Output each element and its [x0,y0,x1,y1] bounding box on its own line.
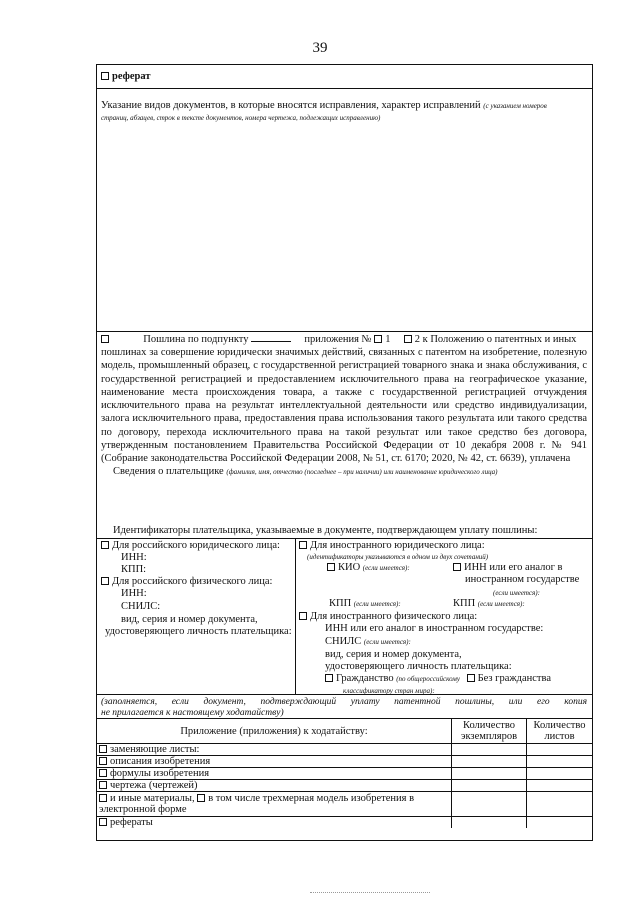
fee-line-1 [101,333,576,346]
row-label-cell [97,768,452,780]
abstract-label: реферат [112,71,151,82]
header-copies [452,719,527,744]
kpp2-line [453,598,525,610]
attachments-table [97,718,592,828]
snils-foreign-note: (если имеется): [363,638,411,646]
row-checkbox[interactable] [99,794,107,802]
kpp2-note: (если имеется): [477,600,525,608]
row-checkbox[interactable] [99,745,107,753]
citizenship-line [325,673,551,685]
left-doc-line2: удостоверяющего личность плательщика: [105,626,292,637]
citizenship-checkbox[interactable] [325,674,333,682]
citizenship-label: Гражданство [336,673,394,684]
sheets-cell[interactable] [527,780,593,792]
kio-label: КИО [338,562,361,573]
divider [97,331,592,332]
ru-legal-checkbox[interactable] [101,541,109,549]
corrections-input-area[interactable] [101,127,587,327]
corrections-note-b: страниц, абзацев, строк в тексте документов, номера чертежа, подлежащих исправлению) [101,114,381,122]
copies-cell[interactable] [452,792,527,817]
copies-cell[interactable] [452,744,527,756]
right-doc-line1: вид, серия и номер документа, [325,649,462,660]
row-label: чертежа (чертежей) [110,780,198,791]
inn-analog-checkbox[interactable] [453,563,461,571]
foreign-legal-label: Для иностранного юридического лица: [310,540,485,551]
abstract-row [101,71,151,83]
row-label-cell [97,817,452,829]
sheets-cell[interactable] [527,756,593,768]
header-sheets-a: Количество [533,720,586,731]
ru-person-checkbox[interactable] [101,577,109,585]
copies-cell[interactable] [452,756,527,768]
annex-label: приложения № [304,334,372,345]
scan-artifact-line [310,892,430,893]
left-inn2-label: ИНН: [121,588,147,599]
row-label: описания изобретения [110,756,211,767]
note-line-1: (заполняется, если документ, подтверждающий уплату патентной пошлины, или его копия [101,697,587,707]
table-header-row [97,719,592,744]
model-3d-label: в том числе трехмерная модель изобретения в [208,793,415,804]
kpp2-label: КПП [453,598,476,609]
kpp1-label: КПП [329,598,352,609]
inn-analog-note: (если имеется): [493,589,540,597]
corrections-title: Указание видов документов, в которые вносятся исправления, характер исправлений [101,100,481,111]
fee-checkbox[interactable] [101,335,109,343]
row-label-cell [97,792,452,817]
sheets-cell[interactable] [527,817,593,829]
left-kpp-label: КПП: [121,564,147,575]
kio-note: (если имеется): [362,564,410,572]
row-label: формулы изобретения [110,768,210,779]
annex-2-checkbox[interactable] [404,335,412,343]
column-divider [295,538,296,694]
inn-analog-line [453,562,562,574]
row-label-cell [97,744,452,756]
foreign-person-checkbox[interactable] [299,612,307,620]
table-row [97,792,592,817]
row-label: рефераты [110,817,153,828]
application-form [96,64,593,841]
foreign-legal-checkbox[interactable] [299,541,307,549]
table-row [97,768,592,780]
subparagraph-input[interactable] [251,333,291,342]
kpp1-line [329,598,401,610]
right-foreign-person [299,611,477,623]
inn-analog-label-b: иностранном государстве [465,574,580,585]
abstract-checkbox[interactable] [101,72,109,80]
table-row [97,817,592,829]
header-sheets [527,719,593,744]
fee-text: пошлинах за совершение юридически значимых действий, связанных с патентом на изобретение, полезную модель, промышленный образец, с государственной регистрацией товарного знака и знака обслуживания, с государственной регистрацией и предоставлением исключительного права на географическое указание, наименование места происхождения товара, а также с государственной регистрацией отчуждения исключительного права на результат интеллектуальной деятельности или средство индивидуализации, залога исключительного права, предоставления права использования такого результата или такого средства по договору, перехода исключительного права на такой результат или такое средство без договора, утвержденным постановлением Правительства Российской Федерации от 10 декабря 2008 г. № 941 (Собрание законодательства Российской Федерации 2008, № 51, ст. 6170; 2020, № 42, ст. 6639), уплачена [101,347,587,465]
header-copies-b: экземпляров [460,731,518,742]
copies-cell[interactable] [452,817,527,829]
table-row [97,744,592,756]
row-checkbox[interactable] [99,769,107,777]
sheets-cell[interactable] [527,768,593,780]
header-copies-a: Количество [462,720,516,731]
header-sheets-b: листов [544,731,575,742]
inn-analog-label-a: ИНН или его аналог в [464,562,563,573]
payer-info-label: Сведения о плательщике [113,466,224,477]
row-label: и иные материалы, [110,793,195,804]
divider [97,694,592,695]
inn-foreign-label: ИНН или его аналог в иностранном государстве: [325,623,544,634]
payer-info-line [113,466,497,478]
divider [97,88,592,89]
foreign-person-label: Для иностранного физического лица: [310,611,478,622]
left-snils-label: СНИЛС: [121,601,161,612]
sheets-cell[interactable] [527,744,593,756]
right-doc-line2: удостоверяющего личность плательщика: [325,661,512,672]
page-number: 39 [312,40,328,56]
payer-ids-title: Идентификаторы плательщика, указываемые в документе, подтверждающем уплату пошлины: [113,525,538,536]
row-label: заменяющие листы: [110,744,200,755]
classifier-note: классификатору стран мира): [343,687,435,695]
foreign-legal-note: (идентификаторы указываются в одном из двух сочетаний) [307,553,489,561]
model-3d-label-cont: электронной форме [99,804,187,815]
left-ru-person [101,576,272,588]
divider [97,538,592,539]
row-label-cell [97,780,452,792]
no-citizenship-checkbox[interactable] [467,674,475,682]
snils-foreign-label: СНИЛС [325,636,362,647]
ru-legal-label: Для российского юридического лица: [112,540,280,551]
ru-person-label: Для российского физического лица: [112,576,273,587]
snils-foreign-line [325,636,411,648]
sheets-cell[interactable] [527,792,593,817]
note-line-2: не прилагается к настоящему ходатайству) [101,708,284,718]
header-attachments: Приложение (приложения) к ходатайству: [97,719,452,744]
row-checkbox[interactable] [99,781,107,789]
kio-checkbox[interactable] [327,563,335,571]
annex-1-checkbox[interactable] [374,335,382,343]
annex-1-label: 1 [385,334,391,345]
corrections-note-a: (с указанием номеров [483,102,547,110]
left-inn-label: ИНН: [121,552,147,563]
left-doc-line1: вид, серия и номер документа, [121,614,258,625]
copies-cell[interactable] [452,780,527,792]
no-citizenship-label: Без гражданства [477,673,551,684]
kpp1-note: (если имеется): [353,600,401,608]
row-label-cell [97,756,452,768]
table-row [97,756,592,768]
kio-line [327,562,410,574]
table-row [97,780,592,792]
fee-subparagraph-label: Пошлина по подпункту [143,334,249,345]
citizenship-note: (по общероссийскому [396,675,460,683]
corrections-title-line [101,100,547,112]
left-ru-legal [101,540,280,552]
payer-info-input-area[interactable] [101,481,587,521]
copies-cell[interactable] [452,768,527,780]
annex-2-label: 2 к Положению о патентных и иных [414,334,577,345]
row-checkbox[interactable] [99,818,107,826]
payer-info-note: (фамилия, имя, отчество (последнее – при наличии) или наименование юридического лица) [226,468,498,476]
row-checkbox[interactable] [99,757,107,765]
model-3d-checkbox[interactable] [197,794,205,802]
